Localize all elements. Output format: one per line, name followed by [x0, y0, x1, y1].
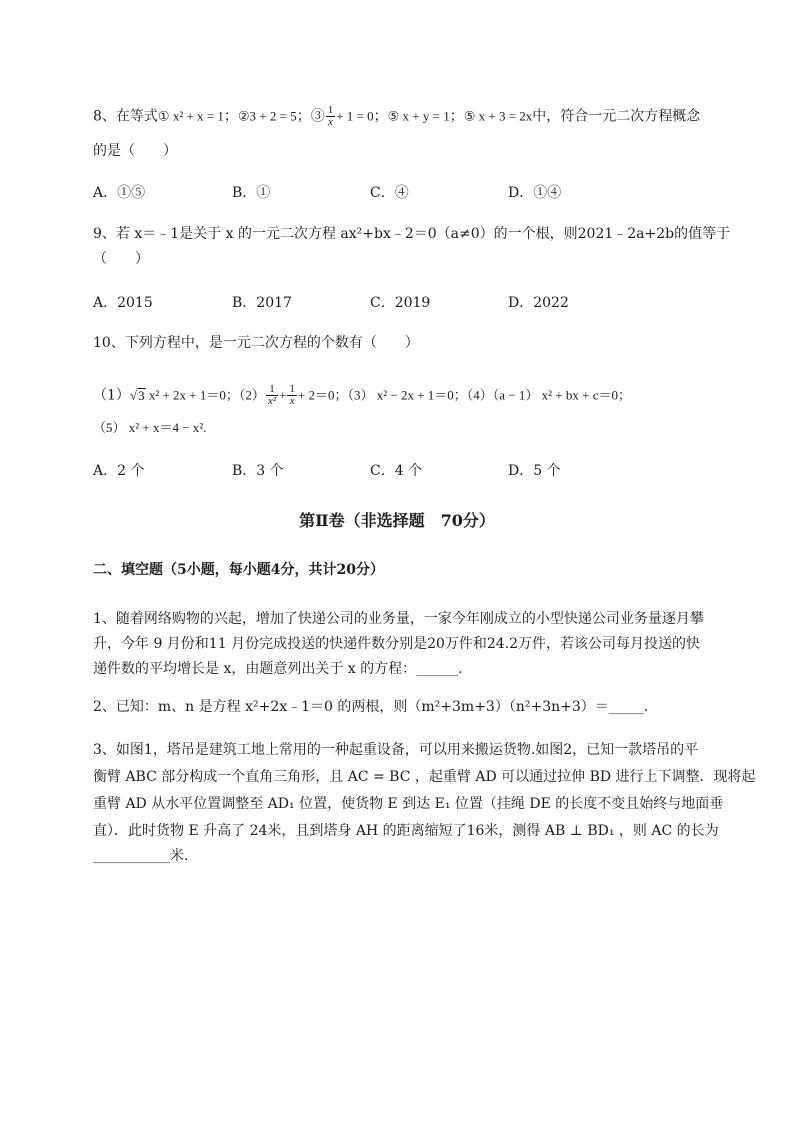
- q10-plus: +: [279, 387, 287, 403]
- f1-line1: 1、随着网络购物的兴起，增加了快递公司的业务量，一家今年刚成立的小型快递公司业务量逐月攀: [93, 611, 704, 627]
- q10-sqrt-sign: √: [129, 387, 138, 403]
- q8-eq2: ②3 + 2 = 5: [237, 108, 297, 124]
- q10-frac1-numerator: 1: [266, 384, 278, 396]
- q10-line2: [93, 384, 631, 407]
- q9-line1: 9、若 x＝﹣1是关于 x 的一元二次方程 ax²+bx﹣2＝0（a≠0）的一个根，则2021﹣2a+2b的值等于: [93, 226, 731, 242]
- f1-line2: 升，今年 9 月份和11 月份完成投送的快递件数分别是20万件和24.2万件，若该公司每月投送的快: [93, 636, 701, 652]
- q8-options: [93, 183, 653, 203]
- q8-option-a: A．①⑤: [93, 185, 146, 201]
- q8-tail: 中，符合一元二次方程概念: [532, 108, 701, 125]
- q9-line2: （ ）: [93, 251, 149, 267]
- q10-item1-rest: x² + 2x + 1＝0；（2）: [145, 387, 265, 403]
- q8-eq3-prefix: ③: [310, 108, 325, 125]
- f3-line4: 直）．此时货物 E 升高了 24米，且到塔身 AH 的距离缩短了16米，测得 AB ⊥ BD₁ ，则 AC 的长为: [93, 823, 719, 839]
- q10-item2-rest: + 2＝0；（3） x² − 2x + 1＝0；（4）（a − 1） x² + bx + c＝0；: [297, 387, 631, 403]
- q8-option-b: B．①: [232, 185, 271, 201]
- q9-option-c: C．2019: [370, 295, 431, 311]
- q8-option-c: C．④: [370, 185, 409, 201]
- q10-frac1-denominator: x²: [267, 395, 277, 407]
- q8-line2: 的是（ ）: [93, 143, 177, 159]
- f1-line3: 递件数的平均增长是 x，由题意列出关于 x 的方程：______.: [93, 661, 463, 677]
- q8-eq5: ⑤ x + 3 = 2x: [463, 108, 533, 124]
- q10-line3: （5） x² + x＝4 − x².: [93, 420, 207, 435]
- q8-eq4: ⑤ x + y = 1: [387, 108, 450, 124]
- q10-item1-label: （1）: [93, 387, 130, 404]
- q9-option-b: B．2017: [232, 295, 292, 311]
- q10-line1: 10、下列方程中，是一元二次方程的个数有（ ）: [93, 335, 419, 351]
- q8-eq3-fraction: [326, 105, 336, 128]
- f3-line3: 重臂 AD 从水平位置调整至 AD₁ 位置，使货物 E 到达 E₁ 位置（挂绳 DE 的长度不变且始终与地面垂: [93, 796, 724, 812]
- q10-frac1: [266, 384, 278, 407]
- q8-eq3-numerator: 1: [327, 104, 334, 116]
- q10-options: [93, 461, 653, 481]
- q10-option-c: C．4 个: [370, 463, 423, 479]
- q10-option-a: A．2 个: [93, 463, 145, 479]
- q10-frac2-denominator: x: [289, 395, 295, 407]
- q8-line1: 8、在等式① x² + x = 1；②3 + 2 = 5；③ $\frac{1}{x}$ + 1 = 0；⑤ x + y = 1；⑤ x + 3 = 2x中，符合一元二次方程概念: [93, 104, 701, 128]
- q8-option-d: D．①④: [508, 185, 562, 201]
- q10-option-d: D．5 个: [508, 463, 561, 479]
- q10-option-b: B．3 个: [232, 463, 284, 479]
- f3-line2: 衡臂 ABC 部分构成一个直角三角形，且 AC = BC ，起重臂 AD 可以通过拉伸 BD 进行上下调整．现将起: [93, 769, 756, 785]
- q10-sqrt-value: 3: [138, 387, 145, 403]
- q8-lead: 8、在等式: [93, 108, 158, 125]
- q9-option-a: A．2015: [93, 295, 153, 311]
- q8-eq3-denominator: x: [328, 116, 333, 128]
- q9-options: [93, 293, 653, 313]
- q9-option-d: D．2022: [508, 295, 569, 311]
- f3-line5: ___________米．: [93, 848, 198, 864]
- f3-line1: 3、如图1，塔吊是建筑工地上常用的一种起重设备，可以用来搬运货物.如图2，已知一款塔吊的平: [93, 742, 699, 758]
- section-title: 第Ⅱ卷（非选择题 70分）: [299, 511, 495, 530]
- q10-frac2: [287, 384, 297, 407]
- f2-line1: 2、已知：m、n 是方程 x²+2x﹣1＝0 的两根，则（m²+3m+3）（n²+3n+3）＝_____.: [93, 699, 649, 715]
- q10-frac2-numerator: 1: [289, 383, 295, 395]
- part2-title: 二、填空题（5小题，每小题4分，共计20分）: [93, 562, 384, 578]
- q8-eq3-rest: + 1 = 0: [336, 108, 374, 124]
- q8-eq1: ① x² + x = 1: [157, 108, 224, 124]
